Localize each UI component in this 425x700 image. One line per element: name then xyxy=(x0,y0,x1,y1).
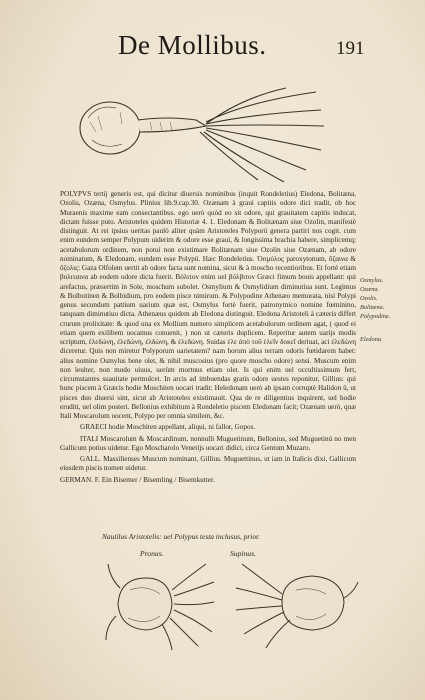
margin-note: Ozolis. xyxy=(360,295,378,302)
margin-note: Bolitæna. xyxy=(360,304,385,311)
paragraph-polypus: POLYPVS tertij generis est, qui dicitur diuersis nominibus (inquit Rondeletius) Eledona, Bolitæna, Ozolis, Ozæna, Osmylus. Plinius lib.9.cap.30. Ozænam à graui capitis odore dici tradit, ob hoc Muraenis maxime eam consectantibus. ego uerò quòd eo sit odore, qui grauitatem capitis inducat, dictam fuisse puto. Aristoteles quidem Historiæ 4. 1. Eledonam & Bolitænam siue Ozolin, manifestè distinguit. At rei ipsius ueritas paulò aliter quàm Aristoteles Polyporü genera partiri nos cogit. cum enim eundem semper Polypum uiderim & odore esse grauì, & longissima brachia habere, simplicemq; acetabulorum ordinem, non potui non existimare Bolitænam siue Ozolin siue Ozænam, ab odore nominatum, & Eledonam, eundem esse Polypü. Hæc Rondeletius. Ὀσμύλος paroxytonum, ὄζαινα & ὄζολις: Gaza Olfolem uertit ab odore facta sunt nomina, sicut & à moscho recentioribus. Et fortè etiam βολιταινα ab eodem odore dicta fuerit. Βόλιτον enim uel βόλβιτον Græci fimum bouis appellant: qui arefactus, præsertim in Sole, moschum subolet. Osmylium & Osmylidium diminutiua sunt. Legimus & Bolbotinen & Bolbidium, pro eodem pisce nimirum. & Polypodine Athenæo memorata, nisi Polypi genus secundum pattium uarium quæ est, Osmylus fortè fuerit, patronymico nomine fœminino, tanquam diminutiuo dicta. Athenæus quidem ab Eledona distinguit. Eledona Aristoteli à cæteris differt crurum prolixitate: & quod una ex Mollium numero simplicem acetabulorum ordinem agat, ( quod ei etiam quem exilibem uocamus conuenit, ) non ut cæteris duplicem. Reperitur autem uarijs modis scriptum, ἐλεδώνη, ἐλεδώνη, ἐλδώνη, & ἑλεδώνη. Suidas ἑλε ἀπὸ τοῦ ἑλεῖν δοκεῖ deriuat, aci ἐλεδώνη diceretur. Quis non miretur Polyporum uarietatem? nam horum alius terram odoris fœtidarem habet: alius nomine Osmylus bene olet, & nihil muscosius (pro quore moscho odore) sensi. Muscum enim non leuiter, non modo uiuus, uerùm mortuus etiam olet. Is qui enim uel occultissimum fert, circumstantes suauitate permulcet. In arcis ad imbuendas gratis odore uestes reponitur, Gillius: qui hunc piscem à Græcis hodie Moschiten uocari tradit: Heledonam uerò ab ipsam corruptè Halidon ü, ut pisces duo diuersi sint, sicut ab Aristoteles existimauit. Qua de re diligentius inquirent, uel hodie eruditi, uel olim posteri. Bellonius exhibitum à Rondeletio piscem Eledonam facit; Ozænam uerò, quæ Itali Moscarolum uocent, Polypo per omnia similem, &c. xyxy=(60,190,356,420)
nautilus-woodcut-bottom xyxy=(100,560,360,652)
paragraph-graeci: GRAECI hodie Moschiten appellant, aliqui, ni fallor, Gopos. xyxy=(80,423,256,432)
paragraph-itali: ITALI Moscarolum & Moscardinum, nonnulli Muguetinum, Bellonius, sed Muguetinú no men Gallicum potius uidetur. Ego Moscharolo Venetijs uocari didici, circa Gentum Muzaro. xyxy=(60,434,356,452)
paragraph-galli: GALL. Massilienses Muscum nominant, Gillius. Muguettinus, ut iam in Italicis dixi, Gallicum eiusdem piscis nomen uidetur. xyxy=(60,455,356,473)
figure-label-pronus: Pronus. xyxy=(140,549,164,558)
body-text xyxy=(60,190,356,487)
margin-note: Polypodine. xyxy=(360,313,391,320)
margin-note: Osmylus. xyxy=(360,277,384,284)
page-number: 191 xyxy=(336,38,365,59)
margin-note: Eledona. xyxy=(360,336,383,343)
figure-label-supinus: Supinus. xyxy=(230,549,256,558)
figure-caption: Nautilus Aristotelis: uel Polypus testa inclusus, prior. xyxy=(102,532,260,541)
octopus-woodcut-top xyxy=(70,82,330,190)
page-title: De Mollibus. xyxy=(118,30,267,60)
paragraph-german: GERMAN. F. Ein Bisemer / Bisemling / Bisemkutter. xyxy=(60,475,215,484)
margin-note: Ozæna. xyxy=(360,286,380,293)
